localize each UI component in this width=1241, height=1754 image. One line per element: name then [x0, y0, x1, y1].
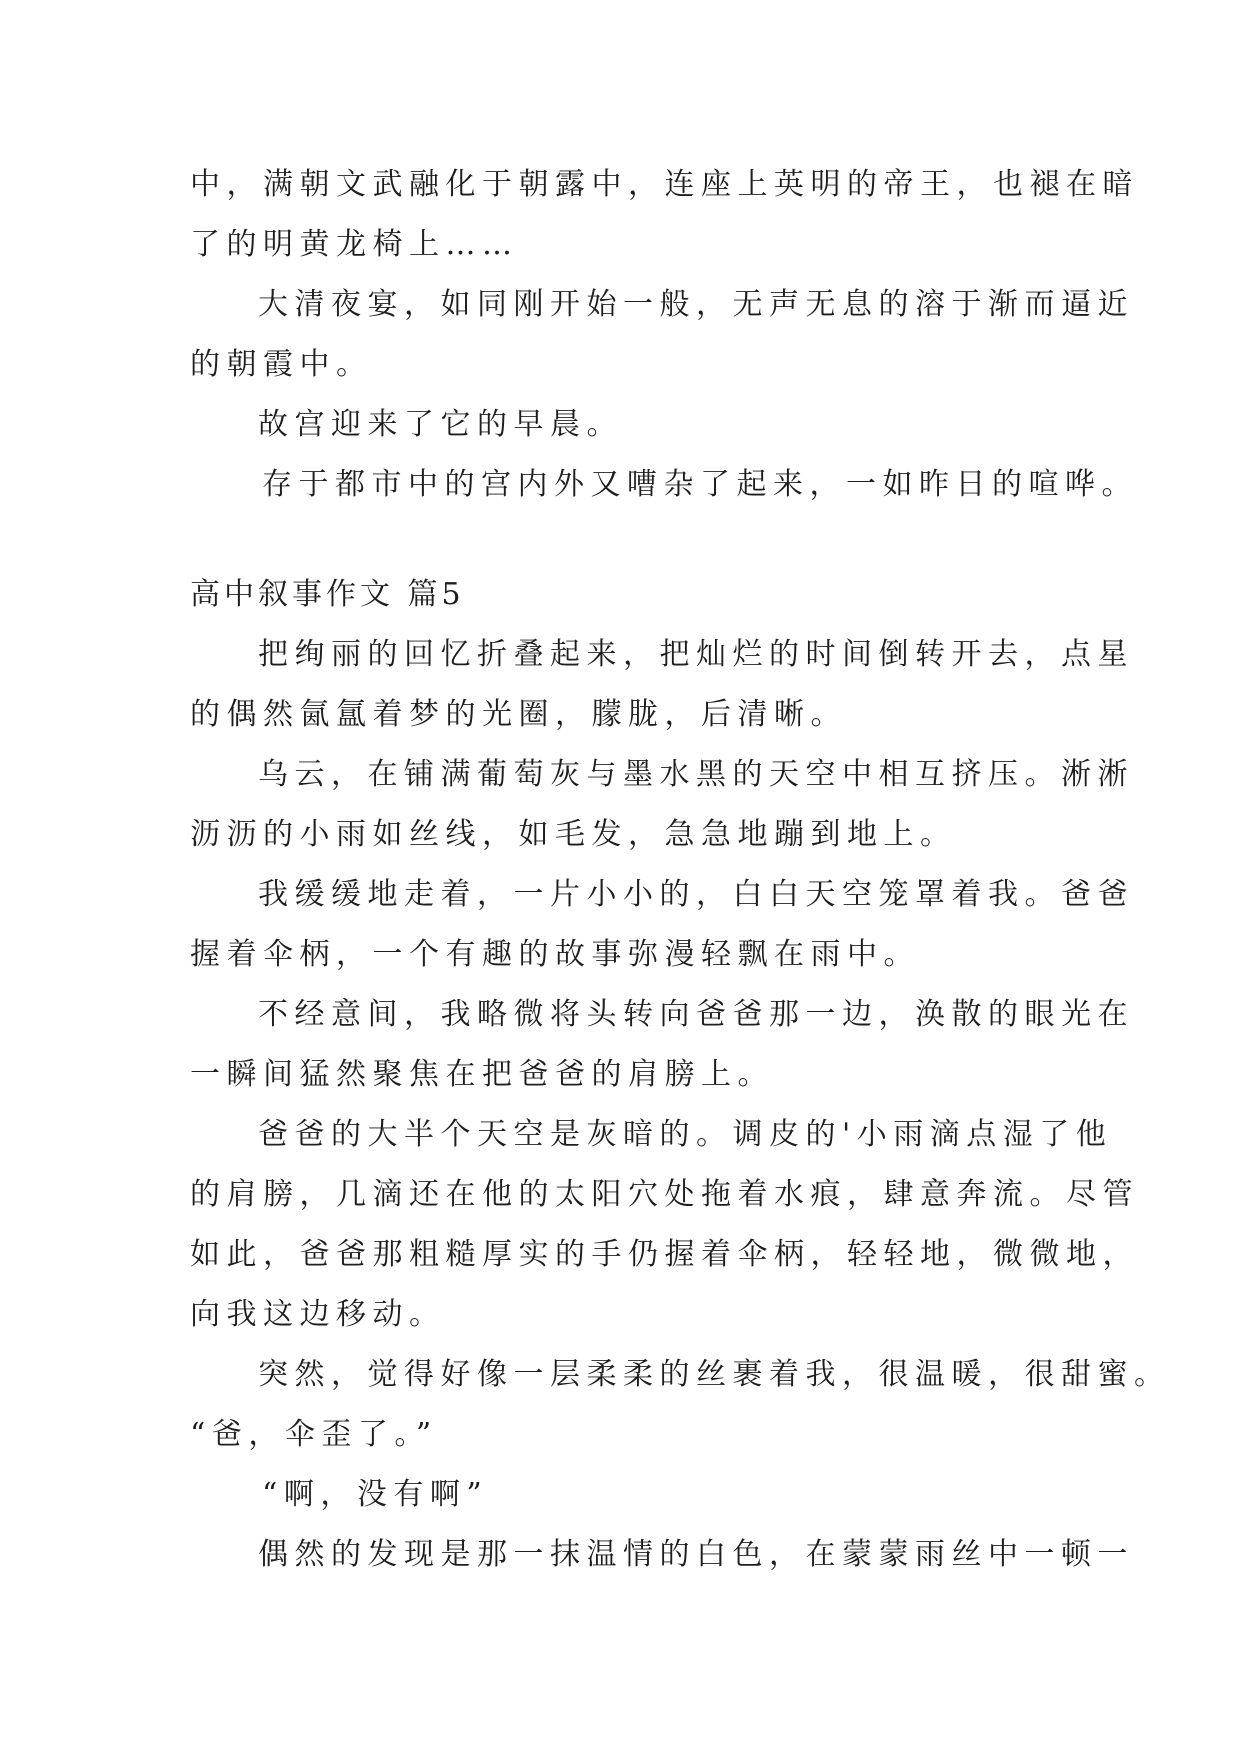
paragraph-line: 沥沥的小雨如丝线，如毛发，急急地蹦到地上。 [190, 817, 957, 852]
paragraph-line: 了的明黄龙椅上…… [190, 227, 519, 262]
paragraph-line: 握着伞柄，一个有趣的故事弥漫轻飘在雨中。 [190, 937, 920, 972]
paragraph-line: “爸，伞歪了。” [190, 1417, 438, 1452]
paragraph-line: 中，满朝文武融化于朝露中，连座上英明的帝王，也褪在暗 [190, 167, 1139, 202]
paragraph-line: 爸爸的大半个天空是灰暗的。调皮的'小雨滴点湿了他 [258, 1117, 1113, 1152]
paragraph-line: 我缓缓地走着，一片小小的，白白天空笼罩着我。爸爸 [258, 877, 1134, 912]
paragraph-line: 的肩膀，几滴还在他的太阳穴处拖着水痕，肆意奔流。尽管 [190, 1177, 1139, 1212]
paragraph-line: 的朝霞中。 [190, 347, 373, 382]
paragraph-line: 不经意间，我略微将头转向爸爸那一边，涣散的眼光在 [258, 997, 1134, 1032]
section-heading: 高中叙事作文 篇5 [190, 577, 465, 612]
paragraph-line: 如此，爸爸那粗糙厚实的手仍握着伞柄，轻轻地，微微地， [190, 1237, 1139, 1272]
paragraph-line: 的偶然氤氲着梦的光圈，朦胧，后清晰。 [190, 697, 847, 732]
paragraph-line: 向我这边移动。 [190, 1297, 446, 1332]
paragraph-line: 突然，觉得好像一层柔柔的丝裹着我，很温暖，很甜蜜。 [258, 1357, 1171, 1392]
paragraph-line: 存于都市中的宫内外又嘈杂了起来，一如昨日的喧哗。 [262, 467, 1138, 502]
paragraph-line: 把绚丽的回忆折叠起来，把灿烂的时间倒转开去，点星 [258, 637, 1134, 672]
paragraph-line: 大清夜宴，如同刚开始一般，无声无息的溶于渐而逼近 [258, 287, 1134, 322]
paragraph-line: 故宫迎来了它的早晨。 [258, 407, 623, 442]
paragraph-line: 偶然的发现是那一抹温情的白色，在蒙蒙雨丝中一顿一 [258, 1537, 1134, 1572]
paragraph-line: 乌云，在铺满葡萄灰与墨水黑的天空中相互挤压。淅淅 [258, 757, 1134, 792]
paragraph-line: 一瞬间猛然聚焦在把爸爸的肩膀上。 [190, 1057, 774, 1092]
paragraph-line: “啊，没有啊” [262, 1477, 489, 1512]
